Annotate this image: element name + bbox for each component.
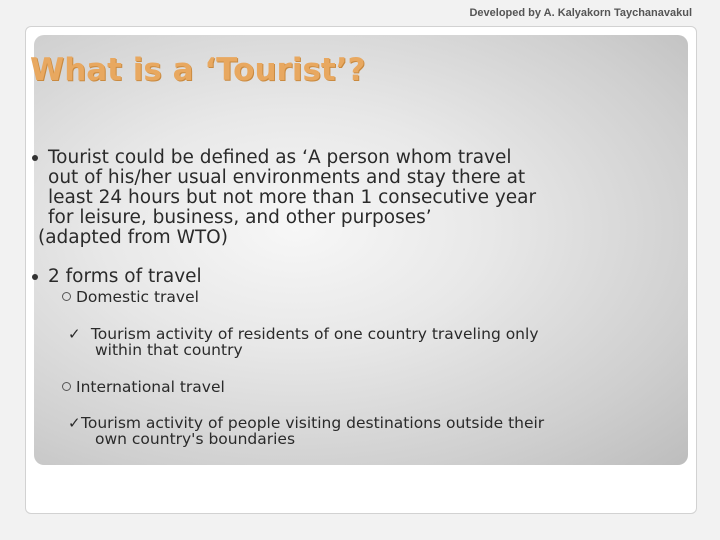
author-credit: Developed by A. Kalyakorn Taychanavakul [469,7,692,19]
form-domestic [62,289,199,306]
bullet-definition [32,148,652,248]
content-panel [34,35,688,465]
definition-line-3: least 24 hours but not more than 1 consecutive year [48,187,537,208]
definition-line-1: Tourist could be defined as ‘A person whom travel [48,147,512,168]
form-domestic-detail [68,326,668,358]
definition-line-4: for leisure, business, and other purposes’ [48,207,432,228]
bullet-dot-icon [32,274,38,280]
form-domestic-label: Domestic travel [76,288,199,306]
form-international-detail [68,415,668,447]
form-international-detail-line2: own country's boundaries [95,430,296,448]
definition-line-5: (adapted from WTO) [38,227,228,248]
form-international-detail-line1: Tourism activity of people visiting destinations outside their [81,414,545,432]
forms-heading: 2 forms of travel [48,266,202,287]
circle-bullet-icon [62,292,71,301]
form-international [62,379,225,396]
circle-bullet-icon [62,382,71,391]
form-domestic-detail-line1: Tourism activity of residents of one country traveling only [86,325,539,343]
checkmark-icon: ✓ [68,414,81,432]
slide-title: What is a ‘Tourist’? [30,52,366,88]
definition-line-2: out of his/her usual environments and stay there at [48,167,526,188]
checkmark-icon: ✓ [68,325,81,343]
bullet-forms [32,267,652,287]
bullet-dot-icon [32,155,38,161]
form-domestic-detail-line2: within that country [95,341,243,359]
form-international-label: International travel [76,378,225,396]
